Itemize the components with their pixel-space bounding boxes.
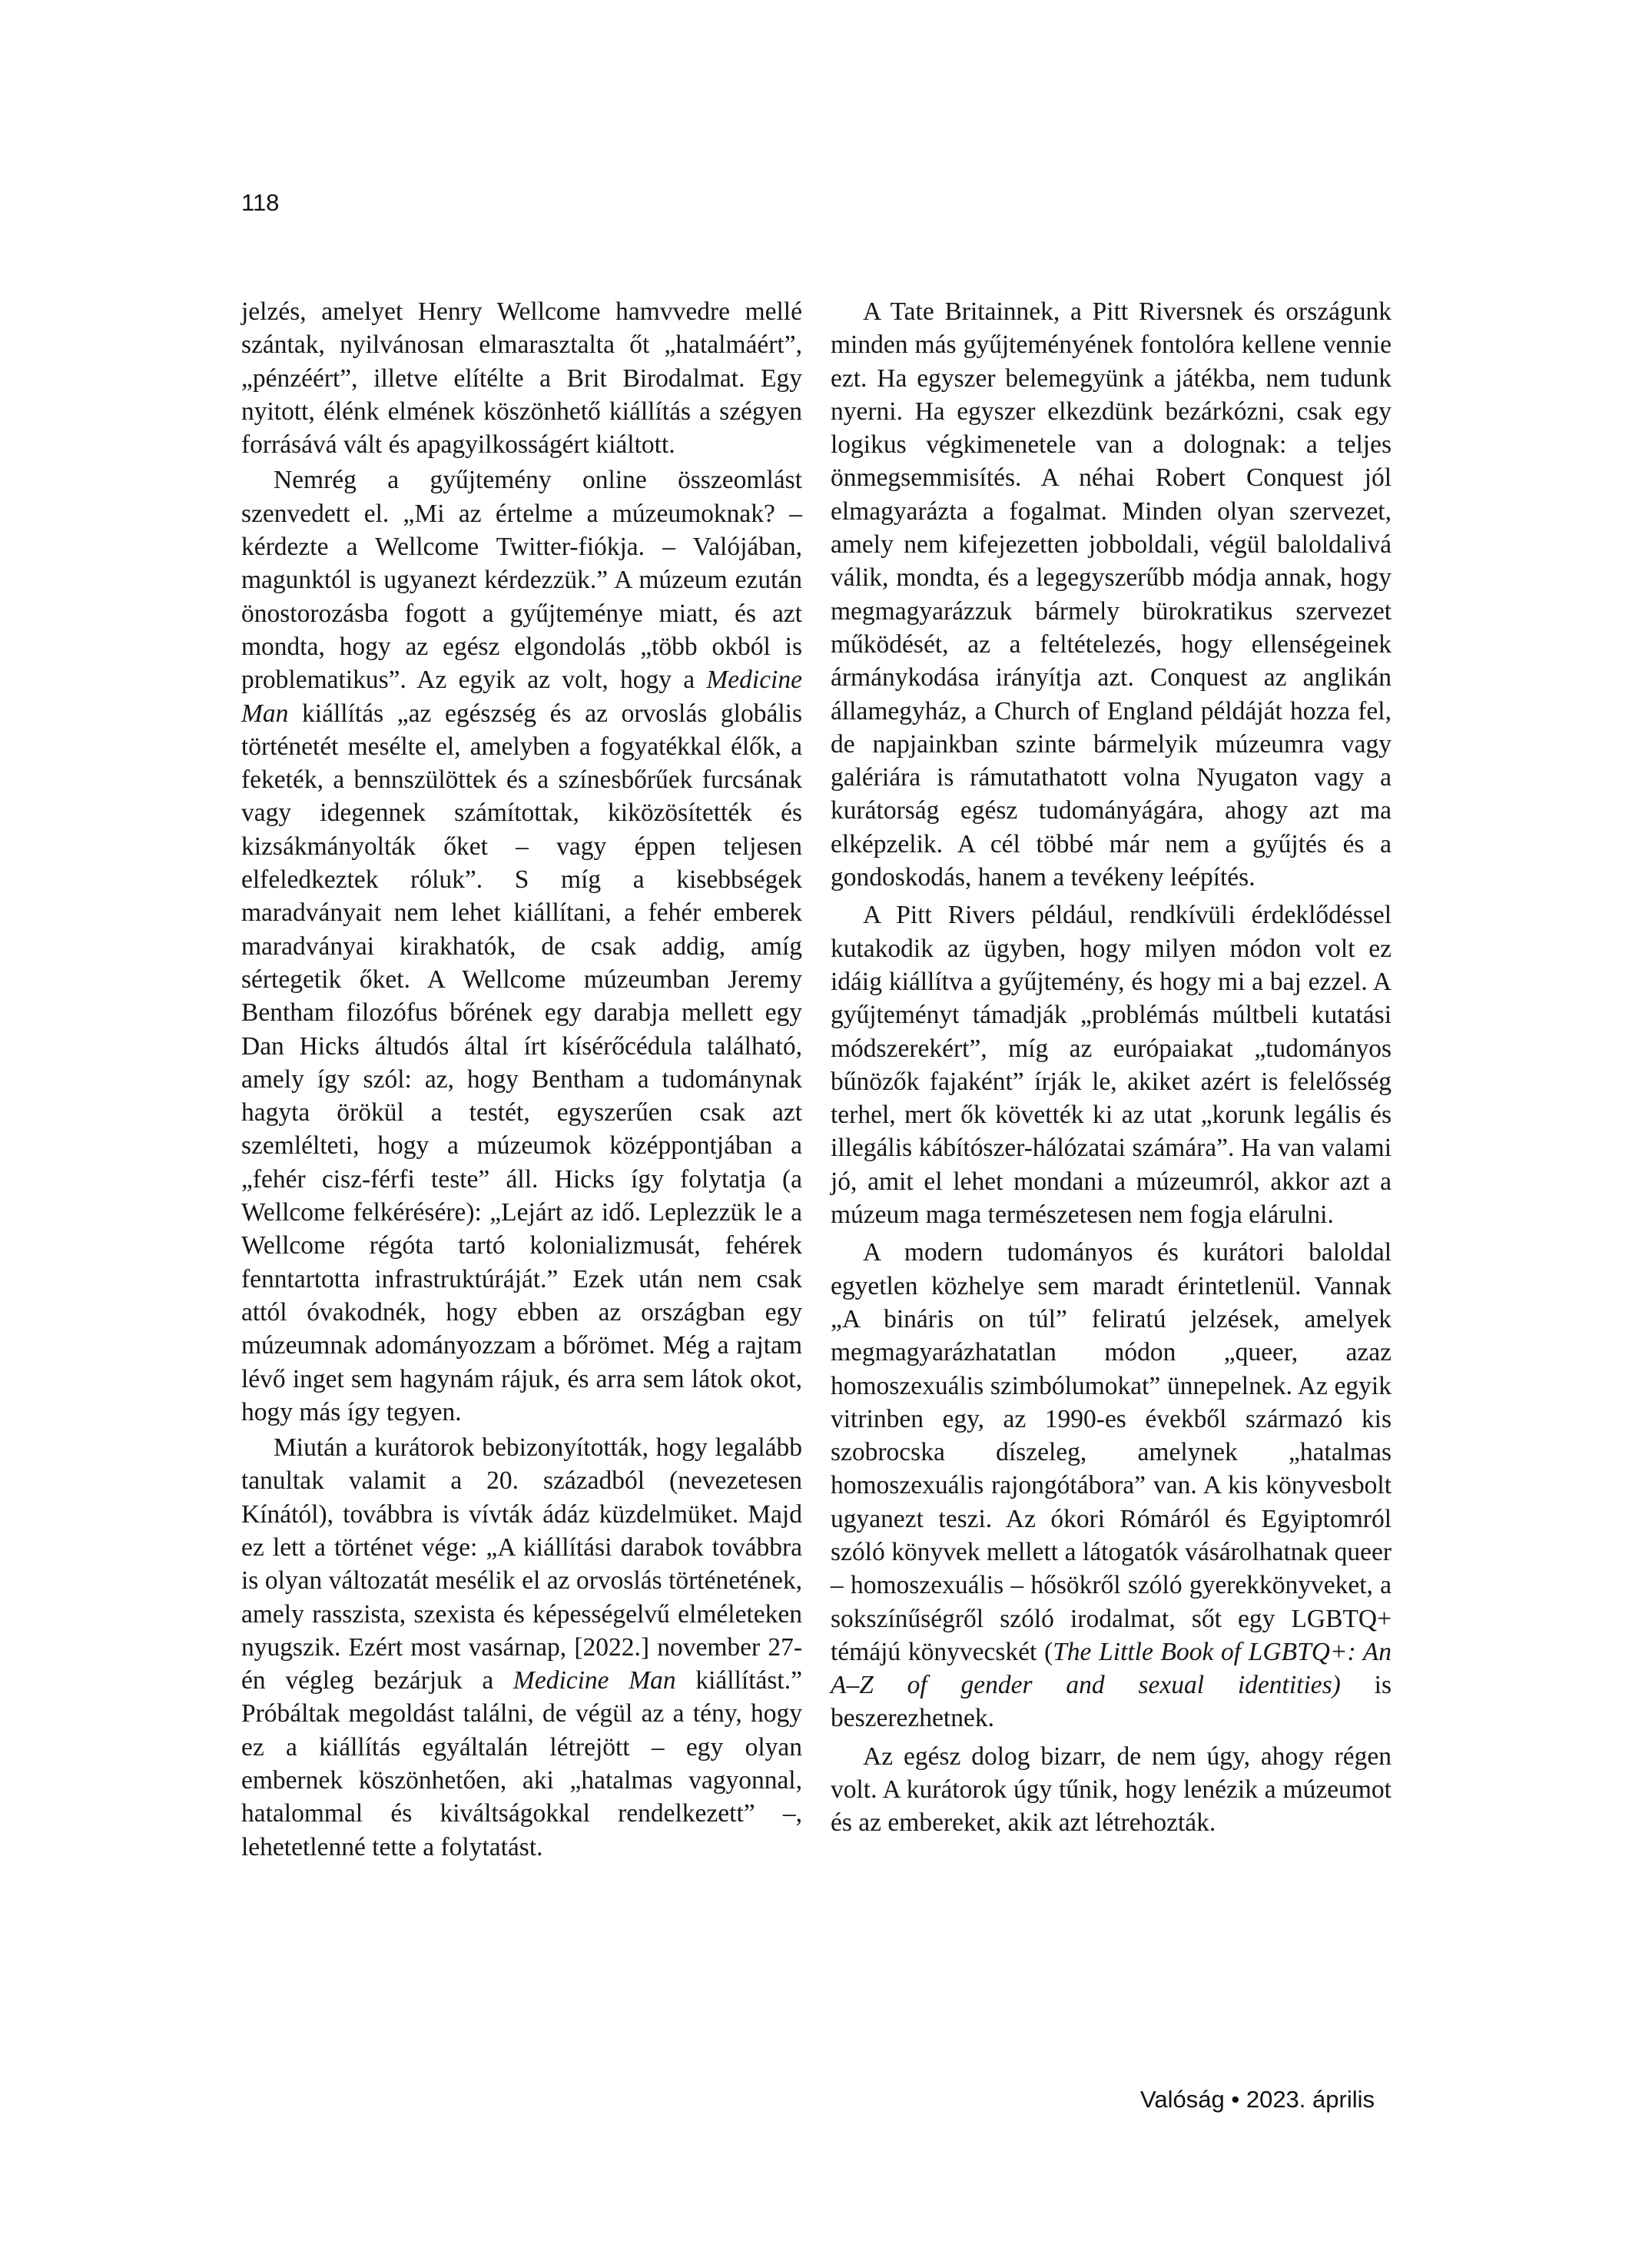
paragraph: jelzés, amelyet Henry Wellcome hamvvedre mellé szántak, nyilvánosan elmarasztalta őt „hatalmáért”, „pénzéért”, illetve elítélte a Brit Birodalmat. Egy nyitott, élénk elmének köszönhető kiállítás a szégyen forrásává vált és apagyilkosságért kiáltott. bbox=[241, 297, 802, 460]
footer-journal-issue: Valóság • 2023. április bbox=[1140, 2086, 1375, 2113]
paragraph: A Tate Britainnek, a Pitt Riversnek és országunk minden más gyűjteményének fontolóra kellene vennie ezt. Ha egyszer belemegyünk a játékba, nem tudunk nyerni. Ha egyszer elkezdünk bezárkózni, csak egy logikus végkimenetele van a dolognak: a teljes önmegsemmisítés. A néhai Robert Conquest jól elmagyarázta a fogalmat. Minden olyan szervezet, amely nem kifejezetten jobboldali, végül baloldalivá válik, mondta, és a legegyszerűbb módja annak, hogy megmagyarázzuk bármely bürokratikus szervezet működését, az a feltételezés, hogy ellenségeinek ármánykodása irányítja azt. Conquest az anglikán államegyház, a Church of England példáját hozza fel, de napjainkban szinte bármelyik múzeumra vagy galériára is rámutathatott volna Nyugaton vagy a kurátorság egész tudományágára, ahogy azt ma elképzelik. A cél többé már nem a gyűjtés és a gondoskodás, hanem a tevékeny leépítés. bbox=[831, 297, 1392, 892]
right-column bbox=[831, 295, 1392, 1840]
paragraph bbox=[831, 1236, 1392, 1735]
text-run: Nemrég a gyűjtemény online összeomlást szenvedett el. „Mi az értelme a múzeumoknak? – kérdezte a Wellcome Twitter-fiókja. – Valójában, magunktól is ugyanezt kérdezzük.” A múzeum ezután önostorozásba fogott a gyűjteménye miatt, és azt mondta, hogy az egész elgondolás „több okból is problematikus”. Az egyik az volt, hogy a bbox=[241, 466, 802, 695]
paragraph bbox=[241, 463, 802, 1429]
italic-title: Medicine Man bbox=[241, 666, 802, 728]
italic-title: Medicine Man bbox=[512, 1666, 676, 1695]
text-run: kiállítást.” Próbáltak megoldást találni, de végül az a tény, hogy ez a kiállítás egyáltalán létrejött – egy olyan embernek köszönhetően, aki „hatalmas vagyonnal, hatalommal és kiváltságokkal rendelkezett” –, lehetetlenné tette a folytatást. bbox=[241, 1666, 802, 1861]
text-run: is beszerezhetnek. bbox=[831, 1671, 1392, 1733]
page-number: 118 bbox=[241, 189, 280, 216]
text-run: kiállítás „az egészség és az orvoslás globális történetét mesélte el, amelyben a fogyatékkal élők, a feketék, a bennszülöttek és a színesbőrűek furcsának vagy idegennek számítottak, kiközösítették és kizsákmányolták őket – vagy éppen teljesen elfeledkeztek róluk”. S míg a kisebbségek maradványait nem lehet kiállítani, a fehér emberek maradványai kirakhatók, de csak addig, amíg sértegetik őket. A Wellcome múzeumban Jeremy Bentham filozófus bőrének egy darabja mellett egy Dan Hicks áltudós által írt kísérőcédula található, amely így szól: az, hogy Bentham a tudománynak hagyta örökül a testét, egyszerűen csak azt szemlélteti, hogy a múzeumok középpontjában a „fehér cisz-férfi teste” áll. Hicks így folytatja (a Wellcome felkérésére): „Lejárt az idő. Leplezzük le a Wellcome régóta tartó kolonializmusát, fehérek fenntartotta infrastruktúráját.” Ezek után nem csak attól óvakodnék, hogy ebben az országban egy múzeumnak adományozzam a bőrömet. Még a rajtam lévő inget sem hagynám rájuk, és arra sem látok okot, hogy más így tegyen. bbox=[241, 699, 802, 1426]
italic-title: The Little Book of LGBTQ+: An A–Z of gender and sexual identities) bbox=[831, 1637, 1392, 1700]
paragraph bbox=[241, 1431, 802, 1864]
text-run: A modern tudományos és kurátori baloldal egyetlen közhelye sem maradt érintetlenül. Vannak „A bináris on túl” feliratú jelzések, amelyek megmagyarázhatatlan módon „queer, azaz homoszexuális szimbólumokat” ünnepelnek. Az egyik vitrinben egy, az 1990-es évekből származó kis szobrocska díszeleg, amelynek „hatalmas homoszexuális rajongótábora” van. A kis könyvesbolt ugyanezt teszi. Az ókori Rómáról és Egyiptomról szóló könyvek mellett a látogatók vásárolhatnak queer – homoszexuális – hősökről szóló gyerekkönyveket, a sokszínűségről szóló irodalmat, sőt egy LGBTQ+ témájú könyvecskét ( bbox=[831, 1238, 1392, 1666]
left-column bbox=[241, 295, 802, 1864]
paragraph: Az egész dolog bizarr, de nem úgy, ahogy régen volt. A kurátorok úgy tűnik, hogy lenézik a múzeumot és az embereket, akik azt létrehozták. bbox=[831, 1742, 1392, 1838]
text-run: Miután a kurátorok bebizonyították, hogy legalább tanultak valamit a 20. századból (nevezetesen Kínától), továbbra is vívták ádáz küzdelmüket. Majd ez lett a történet vége: „A kiállítási darabok továbbra is olyan változatát mesélik el az orvoslás történetének, amely rasszista, szexista és képességelvű elméleteken nyugszik. Ezért most vasárnap, [2022.] november 27-én végleg bezárjuk a bbox=[241, 1433, 802, 1695]
paragraph: A Pitt Rivers például, rendkívüli érdeklődéssel kutakodik az ügyben, hogy milyen módon volt ez idáig kiállítva a gyűjtemény, és hogy mi a baj ezzel. A gyűjteményt támadják „problémás múltbeli kutatási módszerekért”, míg az európaiakat „tudományos bűnözők fajaként” írják le, akiket azért is felelősség terhel, mert ők követték ki az utat „korunk legális és illegális kábítószer-hálózatai számára”. Ha van valami jó, amit el lehet mondani a múzeumról, akkor azt a múzeum maga természetesen nem fogja elárulni. bbox=[831, 901, 1392, 1230]
